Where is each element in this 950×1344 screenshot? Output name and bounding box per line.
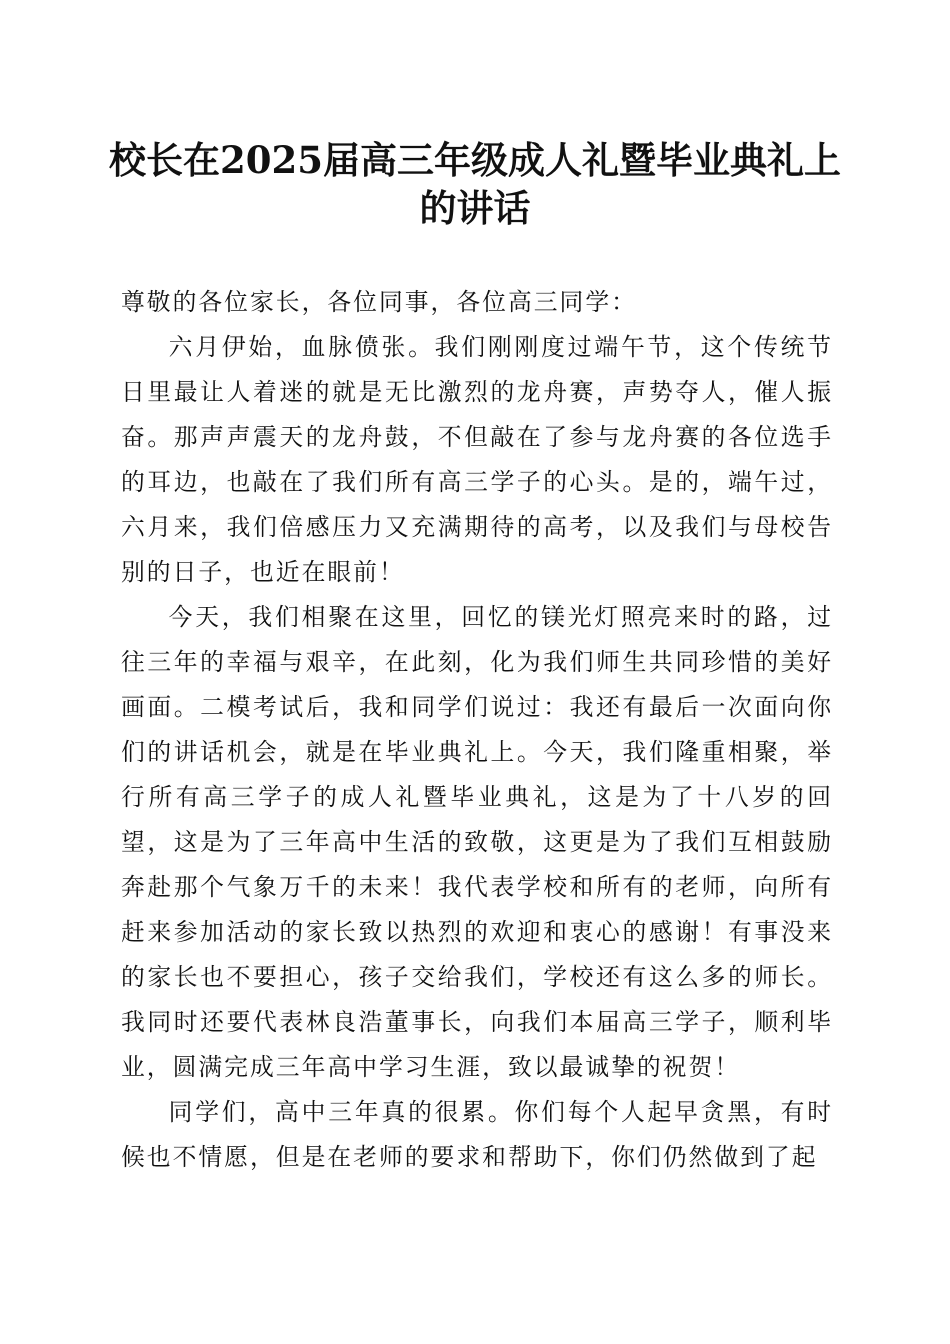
salutation: 尊敬的各位家长，各位同事，各位高三同学： [121,288,637,316]
document-title [100,136,850,232]
paragraph: 今天，我们相聚在这里，回忆的镁光灯照亮来时的路，过往三年的幸福与艰辛，在此刻，化为我们师生共同珍惜的美好画面。二模考试后，我和同学们说过：我还有最后一次面向你们的讲话机会，就是在毕业典礼上。今天，我们隆重相聚，举行所有高三学子的成人礼暨毕业典礼，这是为了十八岁的回望，这是为了三年高中生活的致敬，这更是为了我们互相鼓励奔赴那个气象万千的未来！我代表学校和所有的老师，向所有赶来参加活动的家长致以热烈的欢迎和衷心的感谢！有事没来的家长也不要担心，孩子交给我们，学校还有这么多的师长。我同时还要代表林良浩董事长，向我们本届高三学子，顺利毕业，圆满完成三年高中学习生涯，致以最诚挚的祝贺！ [121,603,833,1081]
paragraph: 六月伊始，血脉偾张。我们刚刚度过端午节，这个传统节日里最让人着迷的就是无比激烈的龙舟赛，声势夺人，催人振奋。那声声震天的龙舟鼓，不但敲在了参与龙舟赛的各位选手的耳边，也敲在了我们所有高三学子的心头。是的，端午过，六月来，我们倍感压力又充满期待的高考，以及我们与母校告别的日子，也近在眼前！ [121,333,833,586]
title-line-1: 校长在2025届高三年级成人礼暨毕业典礼上 [109,138,841,182]
title-line-2: 的讲话 [419,186,531,230]
document-body [121,280,833,1180]
paragraph: 同学们，高中三年真的很累。你们每个人起早贪黑，有时候也不情愿，但是在老师的要求和帮助下，你们仍然做到了起 [121,1098,833,1171]
